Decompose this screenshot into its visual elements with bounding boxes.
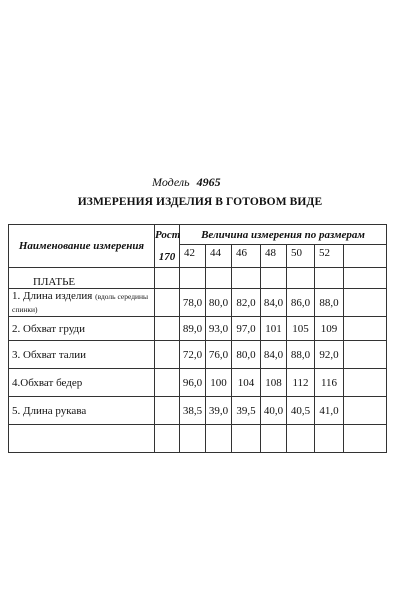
value-cell: 101 bbox=[261, 317, 287, 341]
table-row bbox=[9, 369, 387, 397]
value-cell: 76,0 bbox=[206, 341, 232, 369]
table-row bbox=[9, 341, 387, 369]
empty-cell bbox=[315, 425, 344, 453]
size-50: 50 bbox=[287, 245, 315, 268]
empty-cell bbox=[206, 268, 232, 289]
value-cell: 88,0 bbox=[287, 341, 315, 369]
value-cell: 72,0 bbox=[180, 341, 206, 369]
value-cell: 84,0 bbox=[261, 289, 287, 317]
empty-cell bbox=[261, 425, 287, 453]
value-cell: 39,5 bbox=[232, 397, 261, 425]
empty-cell bbox=[344, 369, 387, 397]
measurement-note: (вдоль середины спинки) bbox=[12, 291, 149, 314]
size-46: 46 bbox=[232, 245, 261, 268]
empty-cell bbox=[344, 425, 387, 453]
empty-cell bbox=[261, 268, 287, 289]
value-cell: 116 bbox=[315, 369, 344, 397]
size-empty bbox=[344, 245, 387, 268]
header-height-label: Рост bbox=[155, 229, 181, 241]
empty-cell bbox=[287, 268, 315, 289]
value-cell: 100 bbox=[206, 369, 232, 397]
value-cell: 80,0 bbox=[232, 341, 261, 369]
section-label: ПЛАТЬЕ bbox=[9, 268, 155, 289]
height-cell bbox=[155, 397, 180, 425]
value-cell: 92,0 bbox=[315, 341, 344, 369]
measurement-label: 3. Обхват талии bbox=[12, 348, 87, 361]
empty-cell bbox=[206, 425, 232, 453]
value-cell: 96,0 bbox=[180, 369, 206, 397]
measurement-name bbox=[9, 341, 155, 369]
measurement-name bbox=[9, 369, 155, 397]
empty-cell bbox=[155, 425, 180, 453]
size-42: 42 bbox=[180, 245, 206, 268]
model-number: 4965 bbox=[196, 175, 221, 189]
size-48: 48 bbox=[261, 245, 287, 268]
height-cell bbox=[155, 369, 180, 397]
model-label: Модель bbox=[152, 175, 190, 189]
header-height-value: 170 bbox=[158, 251, 176, 263]
value-cell: 97,0 bbox=[232, 317, 261, 341]
value-cell: 93,0 bbox=[206, 317, 232, 341]
header-name: Наименование измерения bbox=[9, 225, 155, 268]
value-cell: 104 bbox=[232, 369, 261, 397]
value-cell: 39,0 bbox=[206, 397, 232, 425]
value-cell: 78,0 bbox=[180, 289, 206, 317]
measurement-label: 5. Длина рукава bbox=[12, 404, 87, 417]
measurements-table bbox=[8, 224, 387, 453]
empty-cell bbox=[9, 425, 155, 453]
value-cell: 109 bbox=[315, 317, 344, 341]
size-52: 52 bbox=[315, 245, 344, 268]
header-height bbox=[155, 225, 180, 268]
empty-cell bbox=[155, 268, 180, 289]
value-cell: 108 bbox=[261, 369, 287, 397]
empty-cell bbox=[180, 425, 206, 453]
value-cell: 89,0 bbox=[180, 317, 206, 341]
table-row bbox=[9, 317, 387, 341]
empty-cell bbox=[344, 397, 387, 425]
empty-cell bbox=[232, 268, 261, 289]
empty-cell bbox=[344, 317, 387, 341]
value-cell: 112 bbox=[287, 369, 315, 397]
value-cell: 84,0 bbox=[261, 341, 287, 369]
document-title: ИЗМЕРЕНИЯ ИЗДЕЛИЯ В ГОТОВОМ ВИДЕ bbox=[77, 196, 323, 208]
measurement-label: 4.Обхват бедер bbox=[12, 376, 83, 389]
measurement-label: 1. Длина изделия bbox=[12, 289, 93, 302]
table-row bbox=[9, 397, 387, 425]
value-cell: 41,0 bbox=[315, 397, 344, 425]
empty-cell bbox=[344, 289, 387, 317]
height-cell bbox=[155, 289, 180, 317]
empty-cell bbox=[232, 425, 261, 453]
table-row bbox=[9, 425, 387, 453]
measurement-name bbox=[9, 289, 155, 317]
value-cell: 88,0 bbox=[315, 289, 344, 317]
empty-cell bbox=[315, 268, 344, 289]
height-cell bbox=[155, 341, 180, 369]
measurement-name bbox=[9, 317, 155, 341]
value-cell: 82,0 bbox=[232, 289, 261, 317]
height-cell bbox=[155, 317, 180, 341]
value-cell: 40,5 bbox=[287, 397, 315, 425]
size-44: 44 bbox=[206, 245, 232, 268]
empty-cell bbox=[287, 425, 315, 453]
measurement-label: 2. Обхват груди bbox=[12, 322, 85, 335]
table-row bbox=[9, 289, 387, 317]
empty-cell bbox=[180, 268, 206, 289]
measurement-name bbox=[9, 397, 155, 425]
value-cell: 40,0 bbox=[261, 397, 287, 425]
empty-cell bbox=[344, 341, 387, 369]
value-cell: 80,0 bbox=[206, 289, 232, 317]
header-sizes-label: Величина измерения по размерам bbox=[180, 225, 387, 245]
empty-cell bbox=[344, 268, 387, 289]
model-line bbox=[152, 175, 221, 190]
value-cell: 86,0 bbox=[287, 289, 315, 317]
value-cell: 105 bbox=[287, 317, 315, 341]
value-cell: 38,5 bbox=[180, 397, 206, 425]
